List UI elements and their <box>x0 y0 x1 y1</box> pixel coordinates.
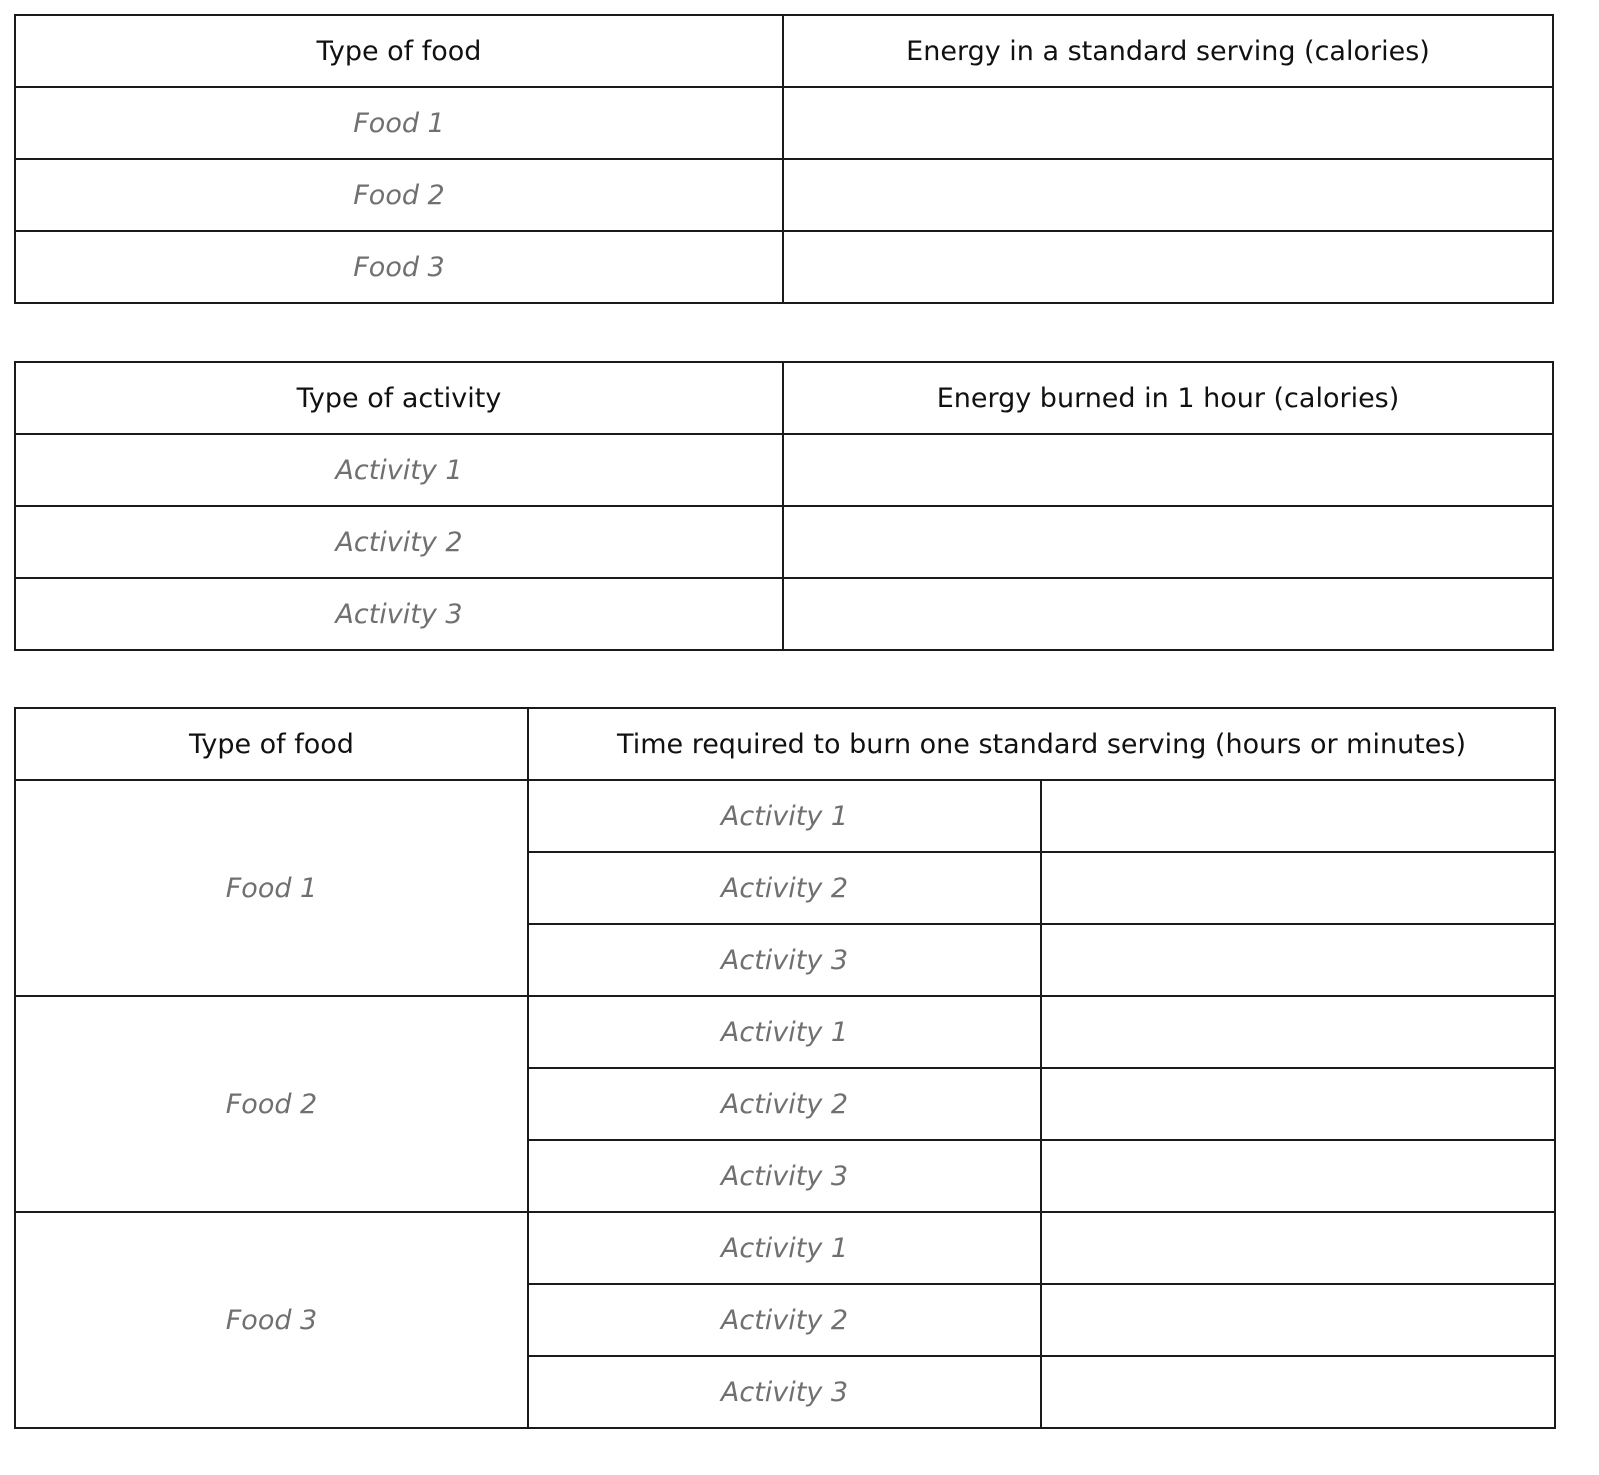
energy-value-cell[interactable] <box>783 231 1553 303</box>
energy-burned-value-cell[interactable] <box>783 506 1553 578</box>
time-value-cell[interactable] <box>1041 1068 1555 1140</box>
activity-energy-table <box>14 361 1554 651</box>
column-header-food-type: Type of food <box>15 708 528 780</box>
time-value-cell[interactable] <box>1041 1212 1555 1284</box>
time-value-cell[interactable] <box>1041 996 1555 1068</box>
table-row <box>15 1212 1555 1284</box>
table-header-row <box>15 362 1553 434</box>
activity-label: Activity 2 <box>528 1068 1041 1140</box>
time-value-cell[interactable] <box>1041 780 1555 852</box>
activity-label: Activity 2 <box>528 1284 1041 1356</box>
table-row <box>15 996 1555 1068</box>
time-value-cell[interactable] <box>1041 852 1555 924</box>
time-value-cell[interactable] <box>1041 924 1555 996</box>
food-group-label: Food 1 <box>15 780 528 996</box>
table-row <box>15 578 1553 650</box>
column-header-energy: Energy in a standard serving (calories) <box>783 15 1553 87</box>
table-row <box>15 780 1555 852</box>
table-header-row <box>15 15 1553 87</box>
food-label: Food 3 <box>15 231 783 303</box>
activity-label: Activity 1 <box>528 996 1041 1068</box>
energy-value-cell[interactable] <box>783 159 1553 231</box>
energy-burned-value-cell[interactable] <box>783 578 1553 650</box>
food-label: Food 2 <box>15 159 783 231</box>
food-group-label: Food 2 <box>15 996 528 1212</box>
table-row <box>15 434 1553 506</box>
column-header-activity-type: Type of activity <box>15 362 783 434</box>
activity-label: Activity 1 <box>528 1212 1041 1284</box>
table-row <box>15 231 1553 303</box>
time-value-cell[interactable] <box>1041 1284 1555 1356</box>
table-header-row <box>15 708 1555 780</box>
energy-burned-value-cell[interactable] <box>783 434 1553 506</box>
activity-label: Activity 1 <box>528 780 1041 852</box>
column-header-food-type: Type of food <box>15 15 783 87</box>
time-required-table <box>14 707 1556 1429</box>
food-energy-table <box>14 14 1554 304</box>
food-group-label: Food 3 <box>15 1212 528 1428</box>
column-header-time-required: Time required to burn one standard serving (hours or minutes) <box>528 708 1555 780</box>
time-value-cell[interactable] <box>1041 1356 1555 1428</box>
food-label: Food 1 <box>15 87 783 159</box>
column-header-energy-burned: Energy burned in 1 hour (calories) <box>783 362 1553 434</box>
table-row <box>15 159 1553 231</box>
table-row <box>15 87 1553 159</box>
activity-label: Activity 2 <box>528 852 1041 924</box>
energy-value-cell[interactable] <box>783 87 1553 159</box>
time-value-cell[interactable] <box>1041 1140 1555 1212</box>
table-row <box>15 506 1553 578</box>
activity-label: Activity 1 <box>15 434 783 506</box>
activity-label: Activity 3 <box>528 1140 1041 1212</box>
activity-label: Activity 3 <box>15 578 783 650</box>
activity-label: Activity 3 <box>528 1356 1041 1428</box>
activity-label: Activity 2 <box>15 506 783 578</box>
activity-label: Activity 3 <box>528 924 1041 996</box>
